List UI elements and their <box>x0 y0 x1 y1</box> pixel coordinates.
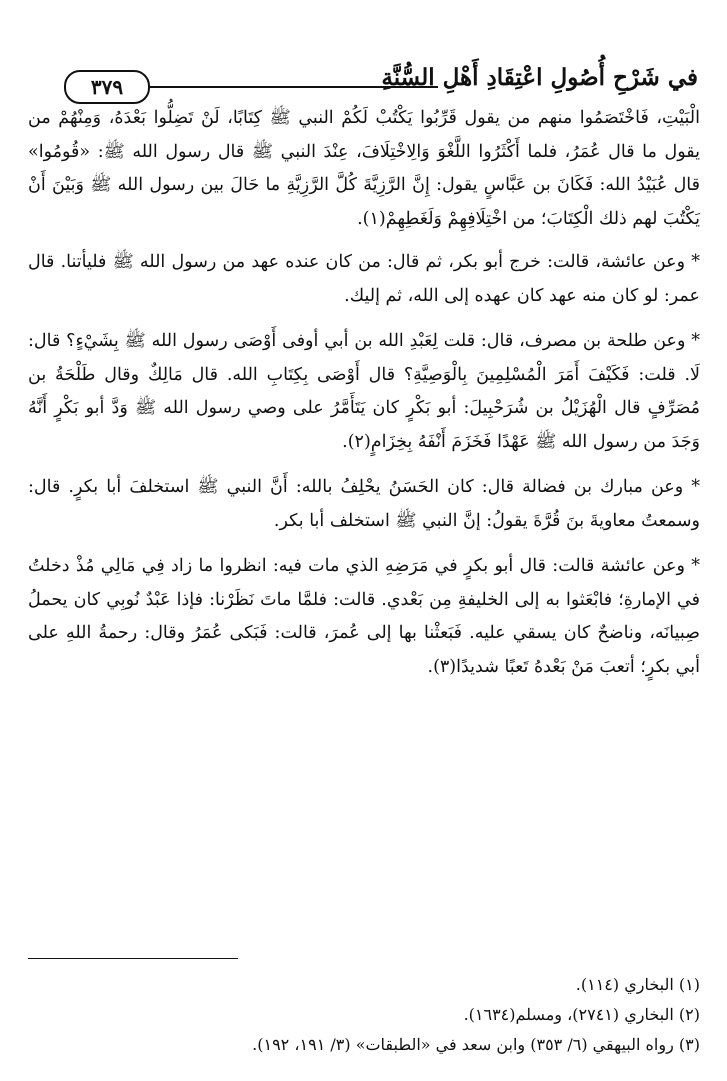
footnote-1: (١) البخاري (١١٤). <box>575 975 700 994</box>
footnote-3: (٣) رواه البيهقي (٦/ ٣٥٣) وابن سعد في «الطبقات» (٣/ ١٩١، ١٩٢). <box>252 1035 700 1054</box>
footnote-2: (٢) البخاري (٢٧٤١)، ومسلم(١٦٣٤). <box>463 1005 700 1024</box>
paragraph-hadith-5: * وعن عائشة قالت: قال أبو بكرٍ في مَرَضِهِ الذي مات فيه: انظروا ما زاد فِي مَالِي مُذْ دخلتُ في الإمارةِ؛ فابْعَثوا به إلى الخليفةِ مِن بَعْدي. قالت: فلمَّا ماتَ نَظَرْنا: فإذا عَبْدٌ نُوبِي كان يحملُ صِبيانَه، وناضحٌ كان يسقي عليه. فَبَعثْنا بها إلى عُمرَ، قالت: فَبَكى عُمَرُ وقال: رحمةُ اللهِ على أبي بكرٍ؛ أتعبَ مَنْ بَعْدهُ تَعبًا شديدًا(٣). <box>28 556 700 677</box>
footnotes <box>28 970 700 1060</box>
running-header <box>28 62 700 102</box>
paragraph-hadith-1: الْبَيْتِ، فَاخْتَصَمُوا منهم من يقول قَرِّبُوا يَكْتُبْ لَكُمْ النبي ﷺ كِتَابًا، لَنْ تَضِلُّوا بَعْدَهُ، وَمِنْهُمْ من يقول ما قال عُمَرُ، فلما أَكْثَرُوا اللَّغْوَ وَالِاخْتِلَافَ، عِنْدَ النبي ﷺ قال رسول الله ﷺ: «قُومُوا» قال عُبَيْدُ الله: فَكَانَ بن عَبَّاسٍ يقول: إِنَّ الرَّزِيَّةَ كُلَّ الرَّزِيَّةِ ما حَالَ بين رسول الله ﷺ وَبَيْنَ أَنْ يَكْتُبَ لهم ذلك الْكِتَابَ؛ من اخْتِلَافِهِمْ وَلَغَطِهِمْ(١). <box>28 108 700 229</box>
page-number: ٣٧٩ <box>64 70 150 104</box>
footnote-separator <box>28 958 238 959</box>
paragraph-hadith-2: * وعن عائشة، قالت: خرج أبو بكر، ثم قال: من كان عنده عهد من رسول الله ﷺ فليأتنا. قال عمر: لو كان منه عهد كان عهده إلى الله، ثم إليك. <box>28 252 700 306</box>
paragraph-hadith-4: * وعن مبارك بن فضالة قال: كان الحَسَنُ يحْلِفُ بالله: أَنَّ النبي ﷺ استخلفَ أبا بكرٍ. قال: وسمعتُ معاويةَ بنَ قُرَّةَ يقولُ: إنَّ النبي ﷺ استخلف أبا بكر. <box>28 477 700 531</box>
main-text <box>28 102 700 696</box>
book-title: في شَرْحِ أُصُولِ اعْتِقَادِ أَهْلِ السُّنَّةِ <box>381 64 698 91</box>
paragraph-hadith-3: * وعن طلحة بن مصرف، قال: قلت لِعَبْدِ الله بن أبي أوفى أَوْصَى رسول الله ﷺ بِشَيْءٍ؟ قال: لَا. قلت: فَكَيْفَ أَمَرَ الْمُسْلِمِينَ بِالْوَصِيَّةِ؟ قال أَوْصَى بِكِتَابِ الله. قال مَالِكٌ وقال طَلْحَةُ بن مُصَرِّفٍ قال الْهُزَيْلُ بن شُرَحْبِيلَ: أبو بَكْرٍ كان يَتَأَمَّرُ على وصي رسول الله ﷺ وَدَّ أبو بَكْرٍ أَنَّهُ وَجَدَ من رسول الله ﷺ عَهْدًا فَخَزَمَ أَنْفَهُ بِخِزَامٍ(٢). <box>28 331 700 452</box>
